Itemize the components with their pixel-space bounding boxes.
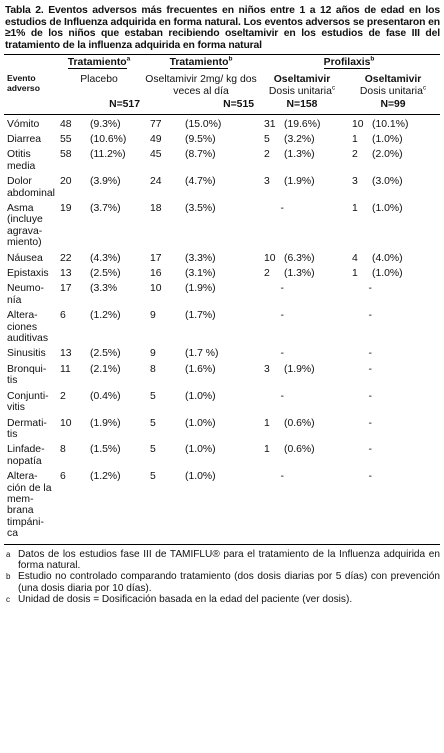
placebo-count: 6 (60, 310, 66, 322)
oseltamivir-percent: (4.7%) (185, 176, 216, 188)
placebo-percent: (3.3% (90, 283, 118, 295)
oseltamivir-percent: (3.5%) (185, 203, 216, 214)
prophylaxis1-count: 2 (264, 268, 270, 280)
prophylaxis2-percent: (1.0%) (372, 268, 403, 280)
footnote-b: b Estudio no controlado comparando tratamiento (dos dosis diarias por 5 días) con prevención (una dosis diaria por 10 días). (6, 571, 440, 594)
prophylaxis2-count: 1 (352, 268, 358, 280)
placebo-percent: (10.6%) (90, 133, 127, 145)
placebo-count: 6 (60, 471, 66, 483)
prophylaxis1-percent: (1.3%) (284, 268, 315, 280)
oseltamivir-percent: (1.7%) (185, 310, 216, 322)
oseltamivir-percent: (1.0%) (185, 444, 216, 456)
oseltamivir-percent: (1.9%) (185, 283, 216, 295)
prophylaxis2-percent (372, 344, 440, 359)
prophylaxis2-count: 2 (352, 149, 358, 161)
prophylaxis2-count: 1 (352, 203, 358, 214)
group-header-prophylaxis: Profilaxis$^b$ (323, 55, 375, 69)
prophylaxis2-percent (372, 387, 440, 414)
table-row (4, 130, 440, 145)
prophylaxis1-percent: (19.6%) (284, 118, 321, 130)
event-cell: Dolor abdominal (7, 176, 55, 199)
table-caption: Tabla 2. Eventos adversos más frecuentes en niños entre 1 a 12 años de edad en los estudios de Influenza adquirida en forma natural. Los eventos adversos se presentaron en ≥1% de los niños que estaban recibiendo oseltamivir en los estudios de fase III del tratamiento de la influenza adquirida en forma natural (5, 5, 440, 51)
placebo-percent: (1.2%) (90, 310, 121, 322)
event-cell: Vómito (7, 118, 40, 130)
prophylaxis1-count: - (280, 283, 285, 295)
prophylaxis2-count: - (368, 471, 373, 483)
prophylaxis1-count: 10 (264, 252, 276, 264)
placebo-count: 17 (60, 283, 72, 295)
event-cell: Otitis media (7, 149, 36, 172)
oseltamivir-count: 5 (150, 390, 156, 402)
table-row (4, 306, 440, 344)
table-row (4, 199, 440, 249)
table-row (4, 172, 440, 199)
table-row (4, 387, 440, 414)
prophylaxis2-percent: (1.0%) (372, 133, 403, 145)
group-header-treatment-placebo: Tratamiento$^a$ (67, 55, 131, 69)
table-row (4, 414, 440, 441)
oseltamivir-count: 16 (150, 268, 162, 280)
event-cell: Náusea (7, 252, 43, 264)
n-empty (4, 98, 54, 115)
prophylaxis1-percent (284, 279, 346, 306)
oseltamivir-count: 9 (150, 348, 156, 360)
placebo-percent: (2.5%) (90, 268, 121, 280)
placebo-percent: (3.7%) (90, 203, 121, 214)
prophylaxis1-count: - (280, 348, 285, 360)
prophylaxis1-count: 3 (264, 176, 270, 188)
table-row (4, 440, 440, 467)
prophylaxis1-count: - (280, 471, 285, 483)
footnote-c: c Unidad de dosis = Dosificación basada en la edad del paciente (ver dosis). (6, 594, 353, 606)
prophylaxis1-percent (284, 344, 346, 359)
prophylaxis2-percent (372, 279, 440, 306)
prophylaxis1-percent: (0.6%) (284, 417, 315, 429)
prophylaxis2-count: 4 (352, 252, 358, 264)
prophylaxis1-percent: (1.9%) (284, 176, 315, 188)
placebo-percent: (2.1%) (90, 363, 121, 375)
placebo-percent: (1.9%) (90, 417, 121, 429)
prophylaxis2-percent: (3.0%) (372, 176, 403, 188)
oseltamivir-percent: (1.0%) (185, 471, 216, 483)
prophylaxis2-percent: (4.0%) (372, 252, 403, 264)
prophylaxis2-percent: (2.0%) (372, 149, 403, 161)
prophylaxis2-count: - (368, 283, 373, 295)
placebo-count: 2 (60, 390, 66, 402)
prophylaxis1-count: 5 (264, 133, 270, 145)
prophylaxis1-percent: (1.3%) (284, 149, 315, 161)
prophylaxis1-count: - (280, 390, 285, 402)
oseltamivir-count: 5 (150, 471, 156, 483)
placebo-count: 13 (60, 348, 72, 360)
oseltamivir-count: 18 (150, 203, 162, 214)
oseltamivir-count: 5 (150, 444, 156, 456)
prophylaxis1-count: - (280, 203, 285, 214)
n-oseltamivir: N=515 (223, 98, 255, 110)
table-row (4, 249, 440, 264)
column-header-oseltamivir-treatment: Oseltamivir 2mg/ kg dos veces al día (145, 74, 257, 97)
oseltamivir-count: 49 (150, 133, 162, 145)
table-body (4, 114, 440, 540)
n-placebo: N=517 (109, 98, 140, 110)
prophylaxis1-percent: (3.2%) (284, 133, 315, 145)
placebo-count: 8 (60, 444, 66, 456)
placebo-percent: (11.2%) (90, 149, 126, 161)
event-cell: Dermati-tis (7, 417, 47, 440)
prophylaxis2-count: - (368, 444, 373, 456)
oseltamivir-count: 9 (150, 310, 156, 322)
placebo-percent: (1.2%) (90, 471, 121, 483)
prophylaxis2-percent (372, 440, 440, 467)
oseltamivir-count: 10 (150, 283, 162, 295)
oseltamivir-count: 8 (150, 363, 156, 375)
column-header-placebo: Placebo (80, 74, 118, 86)
event-cell: Linfade-nopatía (7, 444, 45, 467)
prophylaxis2-percent (372, 414, 440, 441)
column-header-prophylaxis-2: Oseltamivir Dosis unitaria$^c$ (359, 74, 427, 97)
oseltamivir-percent: (3.3%) (185, 252, 216, 264)
prophylaxis1-percent: (6.3%) (284, 252, 315, 264)
column-header-prophylaxis-1: Oseltamivir Dosis unitaria$^c$ (268, 74, 336, 97)
placebo-count: 11 (60, 363, 71, 375)
placebo-count: 20 (60, 176, 72, 188)
oseltamivir-percent: (3.1%) (185, 268, 216, 280)
event-cell: Sinusitis (7, 348, 46, 360)
n-prophylaxis-1: N=158 (286, 98, 318, 110)
oseltamivir-percent: (1.0%) (185, 390, 216, 402)
group-header-treatment-oseltamivir: Tratamiento$^b$ (169, 55, 233, 69)
n-prophylaxis-2: N=99 (380, 98, 406, 110)
oseltamivir-percent: (1.7 %) (185, 348, 219, 360)
event-cell: Asma (incluye agrava-miento) (7, 203, 43, 249)
prophylaxis2-count: - (368, 417, 373, 429)
table-row (4, 467, 440, 539)
placebo-percent: (2.5%) (90, 348, 121, 360)
oseltamivir-count: 77 (150, 118, 162, 130)
prophylaxis1-percent (284, 199, 346, 249)
event-cell: Altera-ciones auditivas (7, 310, 49, 345)
prophylaxis1-count: 2 (264, 149, 270, 161)
group-header-empty (4, 55, 54, 71)
oseltamivir-percent: (1.6%) (185, 363, 216, 375)
oseltamivir-percent: (8.7%) (185, 149, 216, 161)
footnote-a: a Datos de los estudios fase III de TAMIFLU® para el tratamiento de la Influenza adquirida en forma natural. (6, 548, 440, 571)
table-row (4, 360, 440, 387)
table-row (4, 114, 440, 130)
oseltamivir-count: 45 (150, 149, 162, 161)
placebo-count: 55 (60, 133, 72, 145)
prophylaxis2-count: - (368, 363, 373, 375)
placebo-count: 19 (60, 203, 72, 214)
footnotes (4, 544, 440, 606)
prophylaxis1-percent: (0.6%) (284, 444, 315, 456)
table-row (4, 279, 440, 306)
oseltamivir-percent: (9.5%) (185, 133, 216, 145)
prophylaxis2-percent: (10.1%) (372, 118, 409, 130)
placebo-percent: (0.4%) (90, 390, 121, 402)
event-cell: Diarrea (7, 133, 42, 145)
prophylaxis1-percent: (1.9%) (284, 363, 315, 375)
event-cell: Altera-ción de la mem-brana timpáni-ca (7, 471, 52, 540)
prophylaxis1-count: 1 (264, 444, 270, 456)
placebo-count: 22 (60, 252, 72, 264)
prophylaxis2-count: - (368, 310, 373, 322)
prophylaxis2-count: 10 (352, 118, 364, 130)
placebo-count: 58 (60, 149, 72, 161)
prophylaxis2-count: 3 (352, 176, 358, 188)
placebo-percent: (3.9%) (90, 176, 121, 188)
oseltamivir-count: 24 (150, 176, 162, 188)
prophylaxis2-percent (372, 360, 440, 387)
prophylaxis1-count: 1 (264, 417, 270, 429)
placebo-percent: (1.5%) (90, 444, 121, 456)
prophylaxis2-count: - (368, 348, 373, 360)
event-cell: Bronqui-tis (7, 363, 47, 387)
placebo-count: 48 (60, 118, 72, 130)
event-cell: Neumo-nía (7, 283, 44, 306)
column-header-event: Evento adverso (7, 73, 40, 93)
prophylaxis2-percent (372, 306, 440, 344)
table-row (4, 344, 440, 359)
prophylaxis2-count: - (368, 390, 373, 402)
oseltamivir-percent: (15.0%) (185, 118, 222, 130)
prophylaxis1-count: 31 (264, 118, 276, 130)
table-row (4, 264, 440, 279)
placebo-count: 10 (60, 417, 72, 429)
prophylaxis1-count: - (280, 310, 285, 322)
prophylaxis1-percent (284, 467, 346, 539)
placebo-percent: (9.3%) (90, 118, 121, 130)
event-cell: Epistaxis (7, 268, 49, 280)
placebo-count: 13 (60, 268, 72, 280)
prophylaxis1-count: 3 (264, 363, 270, 375)
adverse-events-table (4, 54, 440, 539)
placebo-percent: (4.3%) (90, 252, 121, 264)
event-cell: Conjunti-vitis (7, 390, 49, 414)
prophylaxis1-percent (284, 306, 346, 344)
prophylaxis2-percent (372, 467, 440, 539)
oseltamivir-count: 5 (150, 417, 156, 429)
prophylaxis1-percent (284, 387, 346, 414)
prophylaxis2-count: 1 (352, 133, 358, 145)
prophylaxis2-percent: (1.0%) (372, 203, 403, 214)
table-row (4, 145, 440, 172)
oseltamivir-percent: (1.0%) (185, 417, 216, 429)
oseltamivir-count: 17 (150, 252, 162, 264)
